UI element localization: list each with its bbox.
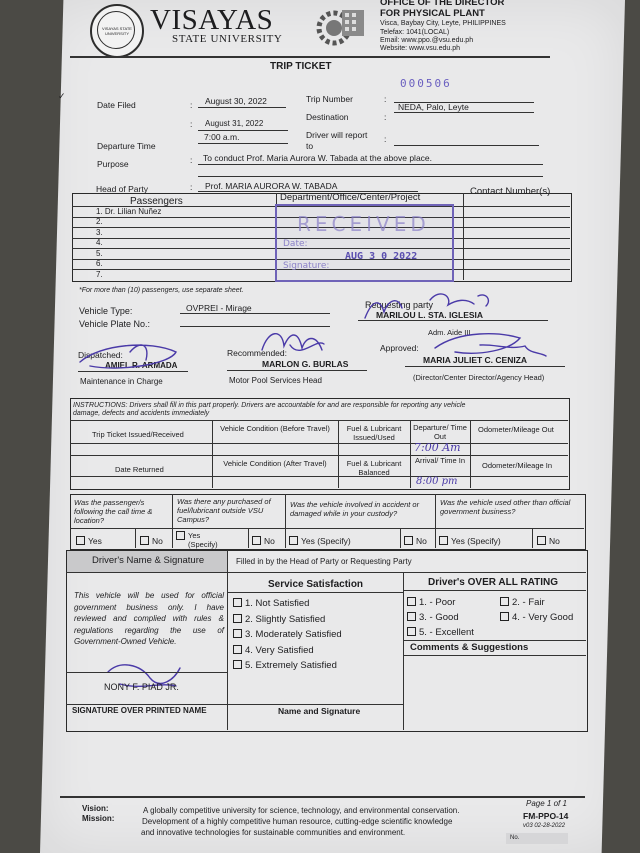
q3-yes-checkbox[interactable]: [289, 536, 298, 545]
date-filed-colon: :: [190, 100, 193, 110]
q-col-3: [435, 494, 436, 548]
recommended-name: MARLON G. BURLAS: [262, 359, 349, 369]
instr-col-line-2: [338, 420, 339, 488]
vision-text: A globally competitive university for science, technology, and environmental conservation.: [143, 806, 460, 815]
service-item[interactable]: [233, 645, 314, 656]
requesting-signature: [365, 294, 488, 318]
q1-yes-checkbox[interactable]: [76, 536, 85, 545]
page-number: Page 1 of 1: [526, 799, 567, 808]
q1-yes[interactable]: [76, 536, 102, 546]
head-of-party-label: Head of Party: [96, 184, 148, 194]
rating-header-line: [403, 590, 586, 591]
passenger-row[interactable]: 4.: [96, 238, 103, 247]
vehicle-type-value[interactable]: OVPREI - Mirage: [186, 303, 252, 313]
dispatched-title: Maintenance in Charge: [80, 377, 163, 386]
instr-row-line-3: [70, 476, 568, 477]
service-item-label: 1. Not Satisfied: [245, 598, 310, 609]
stamp-signature-label: Signature:: [283, 261, 330, 271]
destination-colon: :: [384, 112, 387, 122]
instructions-text-1: INSTRUCTIONS: Drivers shall fill in this part properly. Drivers are accountable for and are responsible for reporting any vehicle: [73, 402, 466, 409]
rating-4[interactable]: [500, 612, 573, 623]
instr-vehicle-condition-before: Vehicle Condition (Before Travel): [220, 424, 330, 433]
instr-col-line-3: [410, 420, 411, 488]
date-filed-label: Date Filed: [97, 100, 136, 110]
service-header: Service Satisfaction: [268, 579, 364, 590]
rating-1[interactable]: [407, 597, 455, 608]
questions-divider: [70, 528, 584, 529]
instr-arrival-time-in: Arrival/ Time In: [414, 456, 465, 465]
rating-header: Driver's OVER ALL RATING: [428, 577, 558, 588]
comments-line: [403, 640, 586, 641]
recommended-title: Motor Pool Services Head: [229, 376, 322, 385]
q3-no-label: No: [416, 536, 427, 546]
q2-no[interactable]: [252, 536, 275, 546]
passenger-row[interactable]: 7.: [96, 269, 103, 279]
instr-departure-time-out: Departure/ Time Out: [413, 423, 467, 441]
form-version: v03 02-28-2022: [523, 823, 566, 829]
q4-yes-checkbox[interactable]: [439, 536, 448, 545]
name-sig-label: Name and Signature: [278, 706, 361, 716]
office-telefax: Telefax: 1041(LOCAL): [380, 29, 450, 36]
bottom-col-1: [227, 550, 228, 730]
date-filed-value[interactable]: August 30, 2022: [205, 96, 267, 106]
rating-5[interactable]: [407, 627, 474, 638]
driver-report-label-1: Driver will report: [306, 130, 368, 140]
q4-yes[interactable]: [439, 536, 501, 546]
q2-yes[interactable]: [176, 531, 226, 549]
driver-sig-line: [66, 704, 227, 705]
service-checkbox[interactable]: [233, 645, 242, 654]
destination-label: Destination: [306, 112, 349, 122]
q4-no-label: No: [549, 536, 560, 546]
form-title: TRIP TICKET: [270, 61, 332, 72]
mission-label: Mission:: [82, 814, 115, 823]
passenger-note: *For more than (10) passengers, use separate sheet.: [79, 287, 244, 294]
instr-row-line-0: [70, 420, 568, 421]
service-item-label: 5. Extremely Satisfied: [245, 660, 337, 671]
seal-text: VISAYAS STATE UNIVERSITY: [102, 26, 132, 36]
departure-date-value[interactable]: August 31, 2022: [205, 119, 264, 128]
service-checkbox[interactable]: [233, 660, 242, 669]
driver-statement: This vehicle will be used for official government business only. I have reviewed and complied with rules & regulations regarding the use of Government-Owned Vehicle.: [74, 591, 224, 646]
passenger-header-contact: Contact Number(s): [470, 186, 551, 197]
time-out-handwritten: 7:00 Am: [414, 441, 461, 454]
passenger-row[interactable]: 6.: [96, 259, 103, 268]
q3-no-checkbox[interactable]: [404, 536, 413, 545]
passenger-row[interactable]: 1. Dr. Lilian Nuñez: [96, 206, 162, 216]
q4-no-checkbox[interactable]: [537, 536, 546, 545]
q2-yes-label: Yes (Specify): [188, 531, 218, 549]
instr-odometer-out: Odometer/Mileage Out: [478, 425, 554, 434]
stamp-date-label: Date:: [283, 239, 308, 249]
rating-4-label: 4. - Very Good: [512, 612, 574, 623]
office-address: Visca, Baybay City, Leyte, PHILIPPINES: [380, 20, 506, 27]
destination-value[interactable]: NEDA, Palo, Leyte: [398, 102, 469, 112]
recommended-label: Recommended:: [227, 348, 288, 358]
filled-by-note: Filled in by the Head of Party or Requesting Party: [236, 557, 412, 566]
q1-no-label: No: [152, 536, 163, 546]
passenger-header-department: Department/Office/Center/Project: [280, 192, 421, 203]
q3-yes-label: Yes (Specify): [301, 536, 351, 546]
service-checkbox[interactable]: [233, 629, 242, 638]
rating-2[interactable]: [500, 597, 545, 608]
dispatched-signature: [80, 345, 176, 368]
rating-1-label: 1. - Poor: [419, 597, 456, 608]
dispatched-name: AMIEL R. ARMADA: [105, 361, 178, 370]
question-1: Was the passenger/s following the call time & location?: [74, 498, 153, 525]
service-item[interactable]: [233, 629, 342, 640]
passenger-row[interactable]: 5.: [96, 248, 103, 258]
rating-3-label: 3. - Good: [419, 612, 459, 623]
driver-name-divider: [66, 672, 227, 673]
q1-no-checkbox[interactable]: [140, 536, 149, 545]
driver-report-label-2: to: [306, 141, 314, 151]
service-item[interactable]: [233, 660, 337, 671]
rating-5-checkbox[interactable]: [407, 627, 416, 636]
requesting-party-label: Requesting party: [365, 300, 434, 310]
office-line-1: OFFICE OF THE DIRECTOR: [380, 0, 505, 8]
vision-label: Vision:: [82, 804, 109, 813]
service-item[interactable]: [233, 614, 325, 625]
instr-fuel-issued: Fuel & Lubricant Issued/Used: [346, 424, 402, 442]
bottom-col-2: [403, 572, 404, 730]
approved-label: Approved:: [380, 343, 419, 353]
rating-2-checkbox[interactable]: [500, 597, 509, 606]
service-item-label: 3. Moderately Satisfied: [245, 629, 342, 640]
number-label: No.: [510, 835, 520, 841]
stamp-date: AUG 3 0 2022: [345, 251, 418, 262]
approved-signature: [435, 334, 546, 356]
service-checkbox[interactable]: [233, 598, 242, 607]
service-header-line: [227, 592, 403, 593]
ticket-number: 000506: [400, 77, 452, 90]
q3-no[interactable]: [404, 536, 427, 546]
service-checkbox[interactable]: [233, 614, 242, 623]
dispatched-label: Dispatched:: [78, 350, 123, 360]
driver-header: Driver's Name & Signature: [92, 555, 205, 566]
vehicle-type-label: Vehicle Type:: [79, 306, 133, 316]
q-sub-3: [400, 528, 401, 548]
instr-vehicle-condition-after: Vehicle Condition (After Travel): [223, 459, 327, 468]
rating-3-checkbox[interactable]: [407, 612, 416, 621]
service-item-label: 2. Slightly Satisfied: [245, 613, 326, 625]
instr-row-line-1: [70, 443, 568, 444]
university-name: VISAYAS: [150, 4, 274, 36]
purpose-value[interactable]: To conduct Prof. Maria Aurora W. Tabada at the above place.: [203, 153, 433, 163]
passenger-row[interactable]: 2.: [96, 217, 103, 226]
instr-col-line-4: [470, 420, 471, 488]
mission-text-1: Development of a highly competitive human resource, cutting-edge scientific knowledge: [142, 817, 453, 826]
q3-yes[interactable]: [289, 536, 351, 546]
number-box: [506, 833, 568, 844]
stamp-title: RECEIVED: [297, 212, 430, 236]
q2-no-label: No: [264, 536, 275, 546]
mission-text-2: and innovative technologies for sustainable communities and environment.: [141, 828, 406, 837]
purpose-colon: :: [190, 155, 193, 165]
instr-col-line-1: [212, 420, 213, 488]
rating-5-label: 5. - Excellent: [419, 627, 474, 638]
check-mark: ✓: [58, 91, 66, 101]
instr-row-line-2: [70, 455, 568, 456]
rating-1-checkbox[interactable]: [407, 597, 416, 606]
requesting-party-title: Adm. Aide III: [428, 328, 471, 337]
q-sub-1: [135, 528, 136, 548]
q-sub-4: [532, 528, 533, 548]
instr-odometer-in: Odometer/Mileage In: [482, 461, 553, 470]
q1-yes-label: Yes: [88, 536, 102, 546]
q4-yes-label: Yes (Specify): [451, 536, 501, 546]
comments-header-line: [403, 655, 586, 656]
passenger-header-passengers: Passengers: [130, 196, 183, 207]
university-sub: STATE UNIVERSITY: [172, 33, 283, 45]
comments-header: Comments & Suggestions: [410, 642, 529, 653]
departure-colon: :: [190, 119, 193, 129]
question-2: Was there any purchased of fuel/lubricant outside VSU Campus?: [177, 497, 271, 524]
q-col-2: [285, 494, 286, 548]
departure-time-label: Departure Time: [97, 141, 156, 151]
office-email: Email: www.ppo.@vsu.edu.ph: [380, 37, 474, 44]
q-col-1: [172, 494, 173, 548]
service-item-label: 4. Very Satisfied: [245, 644, 314, 656]
service-item[interactable]: [233, 598, 309, 609]
rating-4-checkbox[interactable]: [500, 612, 509, 621]
trip-number-label: Trip Number: [306, 94, 353, 104]
driver-name: NONY F. PIAD JR.: [104, 682, 179, 692]
driver-sig-label: SIGNATURE OVER PRINTED NAME: [72, 706, 207, 715]
office-line-2: FOR PHYSICAL PLANT: [380, 8, 485, 19]
departure-time-value[interactable]: 7:00 a.m.: [204, 132, 240, 142]
recommended-signature: [262, 334, 324, 351]
instr-date-returned: Date Returned: [115, 465, 164, 474]
head-of-party-value[interactable]: Prof. MARIA AURORA W. TABADA: [205, 181, 338, 191]
purpose-label: Purpose: [97, 159, 129, 169]
form-code: FM-PPO-14: [523, 811, 569, 821]
vehicle-plate-label: Vehicle Plate No.:: [79, 319, 151, 329]
approved-name: MARIA JULIET C. CENIZA: [423, 355, 528, 365]
rating-2-label: 2. - Fair: [512, 597, 545, 608]
rating-3[interactable]: [407, 612, 459, 623]
office-website: Website: www.vsu.edu.ph: [380, 45, 461, 52]
instr-trip-ticket-issued: Trip Ticket Issued/Received: [92, 430, 184, 439]
driver-report-colon: :: [384, 134, 387, 144]
time-in-handwritten: 8:00 pm: [416, 476, 458, 487]
footer-rule: [60, 796, 585, 798]
instr-fuel-balanced: Fuel & Lubricant Balanced: [346, 459, 402, 477]
approved-title: (Director/Center Director/Agency Head): [413, 373, 545, 382]
name-sig-line: [227, 704, 403, 705]
q2-yes-checkbox[interactable]: [176, 531, 185, 540]
q2-no-checkbox[interactable]: [252, 536, 261, 545]
bottom-header-line: [66, 572, 586, 573]
q1-no[interactable]: [140, 536, 163, 546]
instructions-text-2: damage, defects and accidents immediately: [73, 410, 210, 417]
passenger-row[interactable]: 3.: [96, 227, 103, 237]
question-4: Was the vehicle used other than official government business?: [440, 498, 571, 516]
head-of-party-colon: :: [190, 182, 193, 192]
trip-number-colon: :: [384, 94, 387, 104]
requesting-party-name: MARILOU L. STA. IGLESIA: [376, 310, 484, 320]
question-3: Was the vehicle involved in accident or damaged while in your custody?: [290, 500, 420, 518]
q-sub-2: [248, 528, 249, 548]
q4-no[interactable]: [537, 536, 560, 546]
